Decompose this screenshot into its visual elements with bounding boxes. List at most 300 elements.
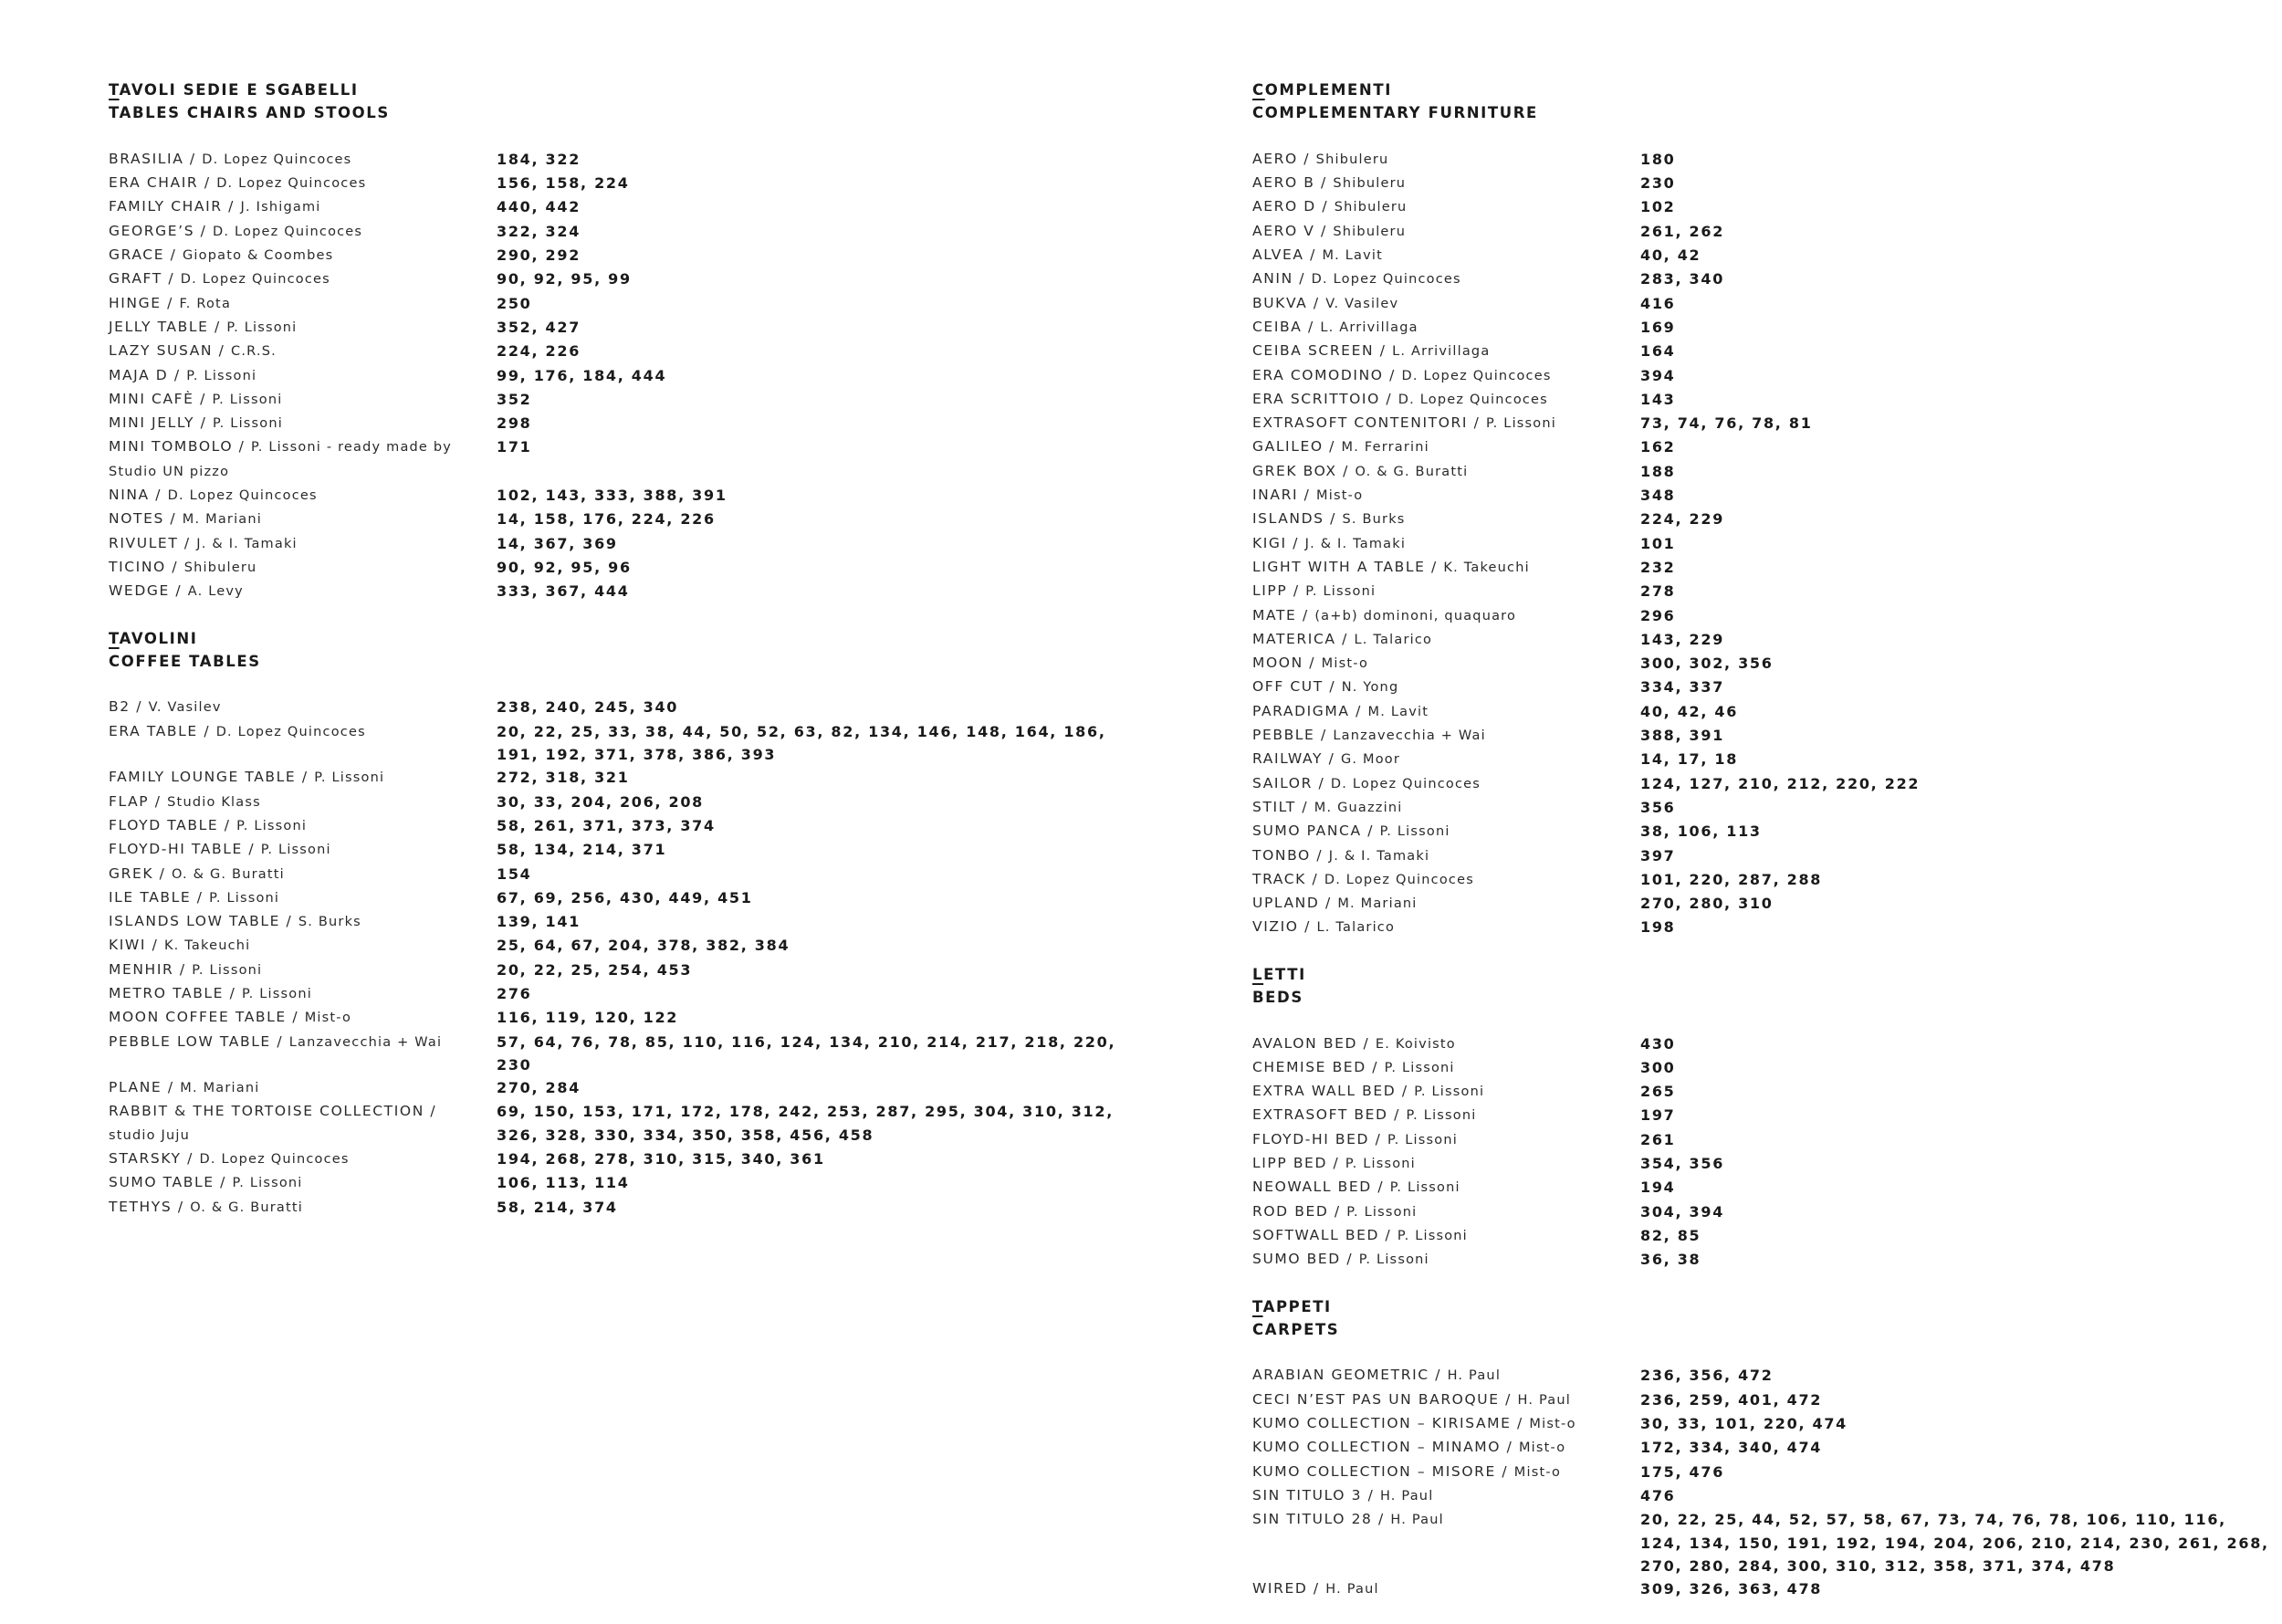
designer-name: P. Lissoni <box>1379 824 1450 840</box>
page-numbers: 261 <box>1640 1130 1676 1148</box>
index-entry <box>1252 1056 2282 1080</box>
page-numbers: 197 <box>1640 1106 1676 1125</box>
index-entry <box>109 791 1158 814</box>
section-title-italian: TAPPETI <box>1252 1297 1332 1315</box>
section-heading <box>109 79 1158 125</box>
designer-name: Shibuleru <box>1333 176 1407 192</box>
page-numbers: 352 <box>497 390 532 408</box>
page-numbers: 102 <box>1640 198 1676 216</box>
index-entry <box>109 886 1158 910</box>
index-entry <box>1252 292 2282 316</box>
index-entry <box>1252 1484 2282 1508</box>
page-numbers: 224, 229 <box>1640 510 1725 529</box>
index-entry <box>1252 1200 2282 1224</box>
designer-name: M. Mariani <box>182 512 263 528</box>
page-numbers: 232 <box>1640 558 1676 576</box>
designer-name: H. Paul <box>1325 1582 1379 1598</box>
index-entry <box>109 982 1158 1006</box>
entry-list <box>109 696 1158 1220</box>
designer-name: E. Koivisto <box>1375 1036 1456 1052</box>
designer-name: G. Moor <box>1340 752 1401 768</box>
designer-name: V. Vasilev <box>148 700 222 716</box>
designer-name: D. Lopez Quincoces <box>1397 392 1548 407</box>
section-title-english: BEDS <box>1252 988 1303 1006</box>
product-name: ARABIAN GEOMETRIC / H. Paul <box>1252 1367 1502 1384</box>
product-name: RAILWAY / G. Moor <box>1252 750 1401 768</box>
product-name: AERO B / Shibuleru <box>1252 174 1407 192</box>
designer-name: Mist-o <box>1529 1417 1576 1432</box>
designer-name: P. Lissoni <box>241 986 312 1001</box>
page-numbers: 58, 261, 371, 373, 374 <box>497 816 716 834</box>
page-numbers: 333, 367, 444 <box>497 582 630 601</box>
page-numbers: 38, 106, 113 <box>1640 822 1762 841</box>
designer-name: Mist-o <box>1518 1441 1566 1456</box>
designer-name: Giopato & Coombes <box>183 248 334 264</box>
designer-name: K. Takeuchi <box>1443 560 1530 575</box>
index-entry <box>1252 1032 2282 1056</box>
page-numbers: 270, 280, 310 <box>1640 895 1774 913</box>
index-entry <box>1252 1248 2282 1272</box>
designer-name: P. Lissoni <box>1387 1132 1458 1147</box>
product-name: KUMO COLLECTION – MINAMO / Mist-o <box>1252 1439 1566 1456</box>
designer-name: P. Lissoni <box>212 416 283 432</box>
designer-name: D. Lopez Quincoces <box>180 272 330 288</box>
product-name: FAMILY CHAIR / J. Ishigami <box>109 198 321 215</box>
index-entry <box>109 244 1158 267</box>
designer-name: P. Lissoni <box>1358 1252 1429 1268</box>
index-entry <box>109 388 1158 412</box>
product-name: NOTES / M. Mariani <box>109 510 263 528</box>
product-name: ROD BED / P. Lissoni <box>1252 1202 1418 1220</box>
index-entry <box>1252 1436 2282 1460</box>
entry-list <box>109 148 1158 604</box>
product-name: GRACE / Giopato & Coombes <box>109 246 334 264</box>
page-numbers: 102, 143, 333, 388, 391 <box>497 487 728 505</box>
product-name: ANIN / D. Lopez Quincoces <box>1252 270 1461 288</box>
designer-name: P. Lissoni <box>232 1176 303 1191</box>
page-numbers: 82, 85 <box>1640 1226 1701 1244</box>
designer-name: P. Lissoni <box>314 770 385 786</box>
designer-name: D. Lopez Quincoces <box>1324 872 1474 887</box>
product-name: KIWI / K. Takeuchi <box>109 937 251 954</box>
designer-name: D. Lopez Quincoces <box>1330 776 1481 791</box>
product-name: TONBO / J. & I. Tamaki <box>1252 846 1430 864</box>
product-name: KUMO COLLECTION – MISORE / Mist-o <box>1252 1462 1562 1480</box>
product-name: ERA COMODINO / D. Lopez Quincoces <box>1252 366 1552 383</box>
product-name: ILE TABLE / P. Lissoni <box>109 888 280 906</box>
product-name: OFF CUT / N. Yong <box>1252 678 1399 696</box>
designer-name: P. Lissoni - ready made by Studio UN pizzo <box>109 440 453 479</box>
product-name: CEIBA / L. Arrivillaga <box>1252 318 1418 335</box>
index-entry <box>1252 916 2282 939</box>
index-section <box>1252 1295 2282 1602</box>
designer-name: K. Takeuchi <box>163 938 251 954</box>
page-numbers: 265 <box>1640 1083 1676 1101</box>
product-name: ALVEA / M. Lavit <box>1252 246 1384 264</box>
designer-name: D. Lopez Quincoces <box>216 176 367 192</box>
product-name: SUMO BED / P. Lissoni <box>1252 1251 1429 1268</box>
designer-name: P. Lissoni <box>186 368 257 383</box>
designer-name: J. Ishigami <box>240 200 321 215</box>
index-entry <box>1252 844 2282 868</box>
page-numbers: 172, 334, 340, 474 <box>1640 1439 1823 1457</box>
page-numbers: 300, 302, 356 <box>1640 655 1774 673</box>
index-entry <box>1252 1224 2282 1248</box>
entry-list <box>1252 1032 2282 1273</box>
index-section <box>1252 79 2282 940</box>
index-entry <box>1252 340 2282 363</box>
product-name: KUMO COLLECTION – KIRISAME / Mist-o <box>1252 1415 1576 1432</box>
page-numbers: 188 <box>1640 462 1676 480</box>
index-entry <box>109 814 1158 838</box>
page-numbers: 36, 38 <box>1640 1251 1701 1269</box>
designer-name: H. Paul <box>1447 1368 1502 1384</box>
page-numbers: 304, 394 <box>1640 1202 1725 1221</box>
product-name: FLOYD-HI BED / P. Lissoni <box>1252 1130 1458 1147</box>
page-numbers: 416 <box>1640 294 1676 312</box>
product-name: LIGHT WITH A TABLE / K. Takeuchi <box>1252 558 1530 575</box>
index-entry <box>1252 1412 2282 1436</box>
product-name: SAILOR / D. Lopez Quincoces <box>1252 774 1481 791</box>
designer-name: J. & I. Tamaki <box>196 536 298 551</box>
page-numbers: 322, 324 <box>497 222 581 240</box>
product-name: PLANE / M. Mariani <box>109 1079 260 1096</box>
index-entry <box>1252 1176 2282 1200</box>
product-name: B2 / V. Vasilev <box>109 698 222 716</box>
product-name: EXTRA WALL BED / P. Lissoni <box>1252 1083 1485 1100</box>
index-entry <box>1252 267 2282 291</box>
designer-name: Shibuleru <box>1334 200 1408 215</box>
designer-name: P. Lissoni <box>1305 584 1377 600</box>
product-name: MINI CAFÈ / P. Lissoni <box>109 390 283 407</box>
product-name: MAJA D / P. Lissoni <box>109 366 257 383</box>
index-entry <box>109 172 1158 195</box>
product-name: ISLANDS / S. Burks <box>1252 510 1406 528</box>
index-entry <box>1252 1104 2282 1127</box>
product-name: RABBIT & THE TORTOISE COLLECTION / studio Juju <box>109 1103 437 1143</box>
index-entry <box>1252 1152 2282 1176</box>
designer-name: P. Lissoni <box>1346 1204 1418 1220</box>
product-name: TETHYS / O. & G. Buratti <box>109 1198 303 1215</box>
product-name: ERA CHAIR / D. Lopez Quincoces <box>109 174 367 192</box>
page-numbers: 430 <box>1640 1034 1676 1053</box>
product-name: AERO D / Shibuleru <box>1252 198 1408 215</box>
page-numbers: 139, 141 <box>497 913 581 931</box>
section-title-italian: COMPLEMENTI <box>1252 81 1392 99</box>
index-entry <box>109 412 1158 435</box>
product-name: WEDGE / A. Levy <box>109 582 244 600</box>
index-entry <box>109 508 1158 531</box>
page-numbers: 14, 367, 369 <box>497 534 618 552</box>
index-entry <box>109 1147 1158 1171</box>
designer-name: Mist-o <box>304 1011 352 1026</box>
page-numbers: 171 <box>497 438 532 456</box>
designer-name: D. Lopez Quincoces <box>215 724 366 739</box>
designer-name: H. Paul <box>1517 1392 1571 1408</box>
page-numbers: 58, 214, 374 <box>497 1198 618 1216</box>
index-entry <box>109 910 1158 934</box>
product-name: FLOYD-HI TABLE / P. Lissoni <box>109 841 331 858</box>
product-name: SOFTWALL BED / P. Lissoni <box>1252 1226 1468 1243</box>
designer-name: D. Lopez Quincoces <box>202 152 352 167</box>
page-numbers: 388, 391 <box>1640 727 1725 745</box>
page-numbers: 67, 69, 256, 430, 449, 451 <box>497 888 753 906</box>
product-name: LAZY SUSAN / C.R.S. <box>109 342 277 360</box>
designer-name: P. Lissoni <box>192 962 263 978</box>
index-entry <box>109 1076 1158 1100</box>
page-numbers: 236, 356, 472 <box>1640 1367 1774 1385</box>
designer-name: J. & I. Tamaki <box>1328 848 1430 864</box>
index-entry <box>1252 1461 2282 1484</box>
index-entry <box>1252 652 2282 676</box>
page-numbers: 352, 427 <box>497 318 581 336</box>
designer-name: P. Lissoni <box>1406 1108 1477 1124</box>
product-name: RIVULET / J. & I. Tamaki <box>109 534 298 551</box>
product-name: EXTRASOFT BED / P. Lissoni <box>1252 1106 1477 1124</box>
section-title-italian: TAVOLINI <box>109 629 198 647</box>
product-name: MATERICA / L. Talarico <box>1252 630 1433 647</box>
page-numbers: 143 <box>1640 390 1676 408</box>
product-name: GREK BOX / O. & G. Buratti <box>1252 462 1469 479</box>
designer-name: S. Burks <box>298 915 361 930</box>
product-name: STILT / M. Guazzini <box>1252 798 1403 815</box>
page-numbers: 184, 322 <box>497 150 581 168</box>
right-column <box>1252 79 2282 1624</box>
page-numbers: 40, 42, 46 <box>1640 702 1739 720</box>
product-name: GRAFT / D. Lopez Quincoces <box>109 270 330 288</box>
designer-name: M. Mariani <box>1337 896 1418 912</box>
page-numbers: 198 <box>1640 918 1676 937</box>
page-numbers: 272, 318, 321 <box>497 769 630 787</box>
product-name: TRACK / D. Lopez Quincoces <box>1252 870 1474 887</box>
index-entry <box>1252 604 2282 628</box>
designer-name: H. Paul <box>1379 1488 1434 1504</box>
page-numbers: 194, 268, 278, 310, 315, 340, 361 <box>497 1150 825 1168</box>
index-entry <box>1252 508 2282 531</box>
page-numbers: 40, 42 <box>1640 246 1701 265</box>
page-numbers: 99, 176, 184, 444 <box>497 366 667 384</box>
page-numbers: 101, 220, 287, 288 <box>1640 870 1823 888</box>
page-numbers: 154 <box>497 864 532 883</box>
page-numbers: 30, 33, 204, 206, 208 <box>497 792 705 811</box>
page-numbers: 58, 134, 214, 371 <box>497 841 667 859</box>
product-name: PEBBLE / Lanzavecchia + Wai <box>1252 727 1486 744</box>
product-name: STARSKY / D. Lopez Quincoces <box>109 1150 350 1168</box>
product-name: FAMILY LOUNGE TABLE / P. Lissoni <box>109 769 385 786</box>
product-name: WIRED / H. Paul <box>1252 1580 1379 1598</box>
index-section <box>1252 963 2282 1273</box>
designer-name: Mist-o <box>1321 656 1369 672</box>
designer-name: L. Arrivillaga <box>1320 320 1418 335</box>
product-name: KIGI / J. & I. Tamaki <box>1252 534 1407 551</box>
designer-name: P. Lissoni <box>212 392 283 407</box>
designer-name: M. Guazzini <box>1314 800 1403 815</box>
designer-name: C.R.S. <box>231 344 277 360</box>
product-name: FLOYD TABLE / P. Lissoni <box>109 816 308 833</box>
section-title-english: COFFEE TABLES <box>109 652 261 670</box>
index-entry <box>109 1171 1158 1195</box>
index-entry <box>1252 364 2282 388</box>
index-section <box>109 627 1158 1220</box>
page-numbers: 90, 92, 95, 99 <box>497 270 632 288</box>
page-numbers: 169 <box>1640 318 1676 336</box>
designer-name: (a+b) dominoni, quaquaro <box>1314 608 1517 623</box>
designer-name: Shibuleru <box>183 560 257 575</box>
page-numbers: 238, 240, 245, 340 <box>497 698 679 717</box>
product-name: SIN TITULO 3 / H. Paul <box>1252 1486 1434 1504</box>
designer-name: F. Rota <box>179 296 232 311</box>
index-entry <box>1252 796 2282 820</box>
designer-name: M. Lavit <box>1367 704 1429 719</box>
designer-name: M. Lavit <box>1322 248 1384 264</box>
index-entry <box>1252 195 2282 219</box>
product-name: MOON COFFEE TABLE / Mist-o <box>109 1009 352 1026</box>
page-numbers: 250 <box>497 294 532 312</box>
designer-name: D. Lopez Quincoces <box>167 488 318 504</box>
designer-name: O. & G. Buratti <box>172 866 285 882</box>
index-section <box>109 79 1158 604</box>
index-entry <box>1252 1364 2282 1388</box>
product-name: LIPP BED / P. Lissoni <box>1252 1155 1416 1172</box>
page-numbers: 296 <box>1640 606 1676 624</box>
section-heading <box>1252 963 2282 1010</box>
page-numbers: 298 <box>497 414 532 433</box>
designer-name: L. Talarico <box>1354 632 1433 647</box>
designer-name: D. Lopez Quincoces <box>199 1152 350 1168</box>
index-entry <box>109 1100 1158 1147</box>
product-name: JELLY TABLE / P. Lissoni <box>109 318 298 335</box>
index-entry <box>109 340 1158 363</box>
page-numbers: 394 <box>1640 366 1676 384</box>
product-name: CECI N’EST PAS UN BAROQUE / H. Paul <box>1252 1390 1571 1408</box>
index-entry <box>1252 892 2282 916</box>
index-entry <box>1252 460 2282 484</box>
index-entry <box>109 556 1158 580</box>
page-numbers: 116, 119, 120, 122 <box>497 1009 679 1027</box>
index-entry <box>1252 435 2282 459</box>
index-entry <box>109 766 1158 790</box>
page-numbers: 180 <box>1640 150 1676 168</box>
product-name: ISLANDS LOW TABLE / S. Burks <box>109 913 361 930</box>
designer-name: P. Lissoni <box>1414 1084 1485 1100</box>
index-entry <box>109 1006 1158 1030</box>
page-numbers: 194 <box>1640 1179 1676 1197</box>
index-entry <box>1252 316 2282 340</box>
page-numbers: 162 <box>1640 438 1676 456</box>
entry-list <box>1252 148 2282 940</box>
index-entry <box>1252 868 2282 892</box>
page-numbers: 348 <box>1640 487 1676 505</box>
page-numbers: 236, 259, 401, 472 <box>1640 1390 1823 1409</box>
designer-name: P. Lissoni <box>1485 416 1556 432</box>
product-name: ERA TABLE / D. Lopez Quincoces <box>109 722 366 739</box>
index-entry <box>1252 1080 2282 1104</box>
designer-name: L. Talarico <box>1316 920 1396 936</box>
index-entry <box>1252 412 2282 435</box>
product-name: MOON / Mist-o <box>1252 655 1369 672</box>
page-numbers: 300 <box>1640 1058 1676 1076</box>
index-entry <box>1252 388 2282 412</box>
index-entry <box>1252 172 2282 195</box>
page-numbers: 20, 22, 25, 254, 453 <box>497 960 693 979</box>
section-title-english: CARPETS <box>1252 1320 1340 1338</box>
designer-name: P. Lissoni <box>1345 1157 1416 1172</box>
product-name: AVALON BED / E. Koivisto <box>1252 1034 1456 1052</box>
page-numbers: 356 <box>1640 798 1676 816</box>
designer-name: Shibuleru <box>1315 152 1389 167</box>
product-name: MATE / (a+b) dominoni, quaquaro <box>1252 606 1517 623</box>
product-name: CEIBA SCREEN / L. Arrivillaga <box>1252 342 1491 360</box>
product-name: SIN TITULO 28 / H. Paul <box>1252 1511 1444 1528</box>
page-numbers: 440, 442 <box>497 198 581 216</box>
page-numbers: 101 <box>1640 534 1676 552</box>
index-entry <box>1252 748 2282 771</box>
page-numbers: 290, 292 <box>497 246 581 265</box>
designer-name: M. Mariani <box>180 1081 260 1096</box>
product-name: GALILEO / M. Ferrarini <box>1252 438 1429 456</box>
product-name: MINI TOMBOLO / P. Lissoni - ready made by Studio UN pizzo <box>109 438 453 479</box>
section-title-italian: TAVOLI SEDIE E SGABELLI <box>109 81 359 99</box>
product-name: SUMO PANCA / P. Lissoni <box>1252 822 1450 840</box>
index-entry <box>109 435 1158 484</box>
index-entry <box>1252 220 2282 244</box>
index-entry <box>109 364 1158 388</box>
designer-name: M. Ferrarini <box>1341 440 1429 456</box>
page-numbers: 261, 262 <box>1640 222 1725 240</box>
page-numbers: 90, 92, 95, 96 <box>497 558 632 576</box>
page-numbers: 397 <box>1640 846 1676 864</box>
product-name: MINI JELLY / P. Lissoni <box>109 414 283 432</box>
page-numbers: 270, 284 <box>497 1079 581 1097</box>
index-entry <box>1252 1508 2282 1577</box>
product-name: GEORGE’S / D. Lopez Quincoces <box>109 222 363 239</box>
designer-name: Mist-o <box>1316 488 1364 504</box>
index-entry <box>1252 484 2282 508</box>
page-numbers: 30, 33, 101, 220, 474 <box>1640 1415 1848 1433</box>
index-entry <box>109 934 1158 958</box>
designer-name: D. Lopez Quincoces <box>1311 272 1461 288</box>
index-entry <box>1252 1128 2282 1152</box>
product-name: MENHIR / P. Lissoni <box>109 960 263 978</box>
designer-name: Studio Klass <box>167 794 261 810</box>
index-entry <box>1252 820 2282 843</box>
entry-list <box>1252 1364 2282 1601</box>
page-numbers: 106, 113, 114 <box>497 1174 630 1192</box>
page-numbers: 164 <box>1640 342 1676 361</box>
designer-name: P. Lissoni <box>1389 1180 1460 1196</box>
index-entry <box>109 1031 1158 1077</box>
page-numbers: 156, 158, 224 <box>497 174 630 193</box>
section-title-english: COMPLEMENTARY FURNITURE <box>1252 104 1538 122</box>
product-name: FLAP / Studio Klass <box>109 792 261 810</box>
page-numbers: 334, 337 <box>1640 678 1725 697</box>
page-numbers: 143, 229 <box>1640 630 1725 648</box>
index-entry <box>1252 148 2282 172</box>
designer-name: H. Paul <box>1390 1513 1444 1528</box>
section-heading <box>1252 1295 2282 1342</box>
index-entry <box>1252 1388 2282 1412</box>
designer-name: P. Lissoni <box>1397 1228 1468 1243</box>
product-name: BUKVA / V. Vasilev <box>1252 294 1399 311</box>
index-entry <box>109 838 1158 862</box>
page-numbers: 57, 64, 76, 78, 85, 110, 116, 124, 134, 210, 214, 217, 218, 220, 230 <box>497 1032 1116 1074</box>
product-name: GREK / O. & G. Buratti <box>109 864 285 882</box>
page-numbers: 283, 340 <box>1640 270 1725 288</box>
page-numbers: 276 <box>497 984 532 1002</box>
product-name: HINGE / F. Rota <box>109 294 232 311</box>
page-numbers: 124, 127, 210, 212, 220, 222 <box>1640 774 1921 792</box>
index-entry <box>1252 700 2282 724</box>
